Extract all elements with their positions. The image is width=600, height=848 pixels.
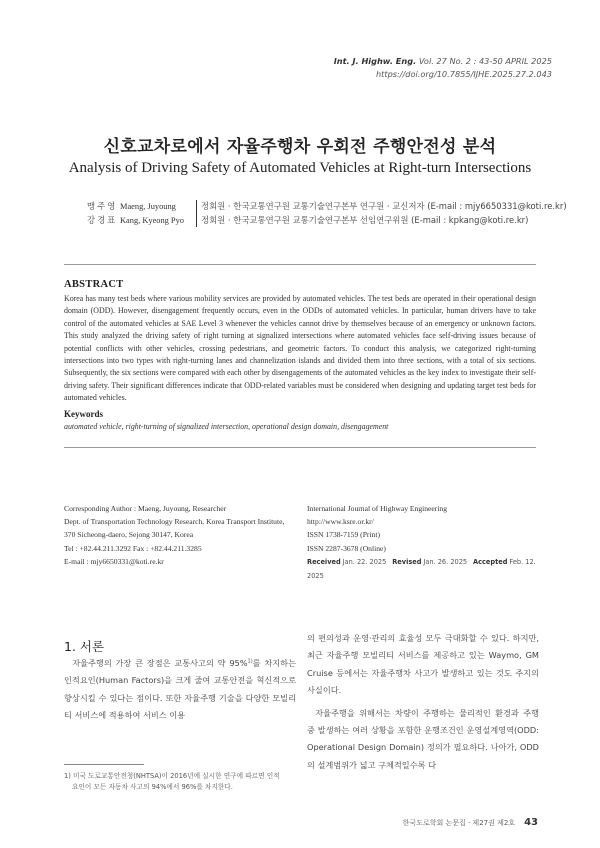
- author-affiliation: 정회원 · 한국교통연구원 교통기술연구본부 연구원 · 교신저자 (E-mail : mjy6650331@koti.re.kr): [196, 200, 567, 214]
- author-name-korean: 맹주영: [87, 201, 118, 211]
- page-number: 43: [524, 817, 538, 828]
- corresponding-line: Dept. of Transportation Technology Research, Korea Transport Institute,: [64, 517, 285, 527]
- journal-info-line: ISSN 2287-3678 (Online): [307, 543, 386, 553]
- corresponding-author-block: [64, 502, 304, 568]
- journal-info-line: ISSN 1738-7159 (Print): [307, 530, 380, 540]
- footnote-ref: 1): [247, 658, 253, 665]
- revised-label: Revised: [392, 557, 422, 566]
- accepted-date: Feb. 12. 2025: [307, 557, 536, 581]
- journal-name: Int. J. Highw. Eng.: [333, 56, 417, 66]
- footnote: [64, 771, 304, 793]
- body-column-right: [307, 630, 539, 774]
- author-name-english: Kang, Kyeong Pyo: [120, 215, 184, 225]
- journal-info-line: International Journal of Highway Engineering: [307, 504, 448, 513]
- doi-link[interactable]: https://doi.org/10.7855/IJHE.2025.27.2.043: [375, 69, 552, 79]
- body-paragraph: [64, 655, 296, 725]
- paper-title-english: Analysis of Driving Safety of Automated Vehicles at Right-turn Intersections: [68, 160, 532, 176]
- journal-volume: Vol. 27 No. 2 : 43-50 APRIL 2025: [418, 56, 552, 66]
- abstract-top-divider: [64, 264, 536, 265]
- body-paragraph: 의 편의성과 운영·관리의 효율성 모두 극대화할 수 있다. 하지만, 최근 자율주행 모빌리티 서비스를 제공하고 있는 Waymo, GM Cruise 등에서는 자율주행차 사고가 발생하고 있는 것도 주지의 사실이다.: [307, 633, 539, 696]
- abstract-heading: ABSTRACT: [64, 279, 124, 290]
- footer-journal-issue: 한국도로학회 논문집 · 제27권 제2호: [402, 819, 516, 827]
- section-heading: 1. 서론: [64, 639, 105, 654]
- author-row: [87, 214, 567, 228]
- keywords-text: automated vehicle, right-turning of signalized intersection, operational design domain, disengagement: [64, 422, 389, 431]
- footnote-line: 요인이 모든 자동차 사고의 94%에서 96%를 차지한다.: [72, 783, 233, 791]
- paper-title-korean: 신호교차로에서 자율주행차 우회전 주행안전성 분석: [103, 137, 497, 157]
- keywords-heading: Keywords: [64, 409, 103, 419]
- body-column-left: [64, 655, 296, 725]
- author-name-korean: 강경표: [87, 214, 118, 225]
- journal-url[interactable]: http://www.ksre.or.kr/: [307, 517, 374, 527]
- journal-info-block: [307, 502, 547, 583]
- body-text: 를 차지하는 인적요인(Human Factors)을 크게 줄여 교통안전을 혁신적으로 향상시킬 수 있다는 점이다. 또한 자율주행 기술을 다양한 모빌리티 서비스에 적용하여 서비스 이용: [64, 658, 296, 721]
- abstract-text: Korea has many test beds where various mobility services are provided by automated vehicles. The test beds are operated in their operational design domain (ODD). However, disengagement frequently occurs, even in the ODDs of automated vehicles. In particular, human drivers have to take control of the automated vehicles at SAE Level 3 whenever the vehicles cannot drive by themselves because of an emergency or unknown factors. This study analyzed the driving safety of right turning at signalized intersections where automated vehicles face self-driving issues because of potential conflicts with other vehicles, crossing pedestrians, and geometric factors. To conduct this analysis, we categorized right-turning intersections into two types with right-turning lanes and channelization islands and divided them into three sections, with a total of six sections. Subsequently, the six sections were compared with each other by disengagements of the automated vehicles as the key index to investigate their self-driving safety. Their significant differences indicate that ODD-related variables must be considered when designing and updating target test beds for automated vehicles.: [64, 294, 536, 403]
- footnote-divider: [64, 764, 144, 765]
- received-date: Jan. 22. 2025: [342, 557, 387, 566]
- revised-date: Jan. 26. 2025: [423, 557, 468, 566]
- corresponding-line: Tel : +82.44.211.3292 Fax : +82.44.211.3285: [64, 543, 202, 553]
- body-text: 자율주행의 가장 큰 장점은 교통사고의 약 95%: [72, 658, 248, 668]
- author-row: [87, 200, 567, 214]
- author-name-english: Maeng, Juyoung: [120, 202, 176, 211]
- corresponding-line: 370 Sicheong-daero, Sejong 30147, Korea: [64, 530, 194, 540]
- corresponding-email: E-mail : mjy6650331@koti.re.kr: [64, 556, 164, 566]
- page-footer: [403, 817, 538, 828]
- submission-dates: [307, 555, 547, 583]
- author-affiliation: 정회원 · 한국교통연구원 교통기술연구본부 선임연구위원 (E-mail : kpkang@koti.re.kr): [196, 214, 528, 228]
- footnote-line: 1) 미국 도로교통안전청(NHTSA)이 2016년에 실시한 연구에 따르면 인적: [64, 772, 280, 780]
- journal-header: [334, 55, 552, 81]
- author-list: [87, 200, 567, 227]
- body-paragraph: 자율주행을 위해서는 차량이 주행하는 물리적인 환경과 주행 중 발생하는 여러 상황을 포함한 운행조건인 운영설계영역(ODD: Operational Design Domain) 정의가 필요하다. 나아가, ODD의 설계범위가 넓고 구체적일수록 다: [307, 707, 539, 770]
- corresponding-line: Corresponding Author : Maeng, Juyoung, Researcher: [64, 504, 227, 513]
- abstract-bottom-divider: [64, 447, 536, 448]
- received-label: Received: [307, 557, 341, 566]
- accepted-label: Accepted: [473, 557, 508, 566]
